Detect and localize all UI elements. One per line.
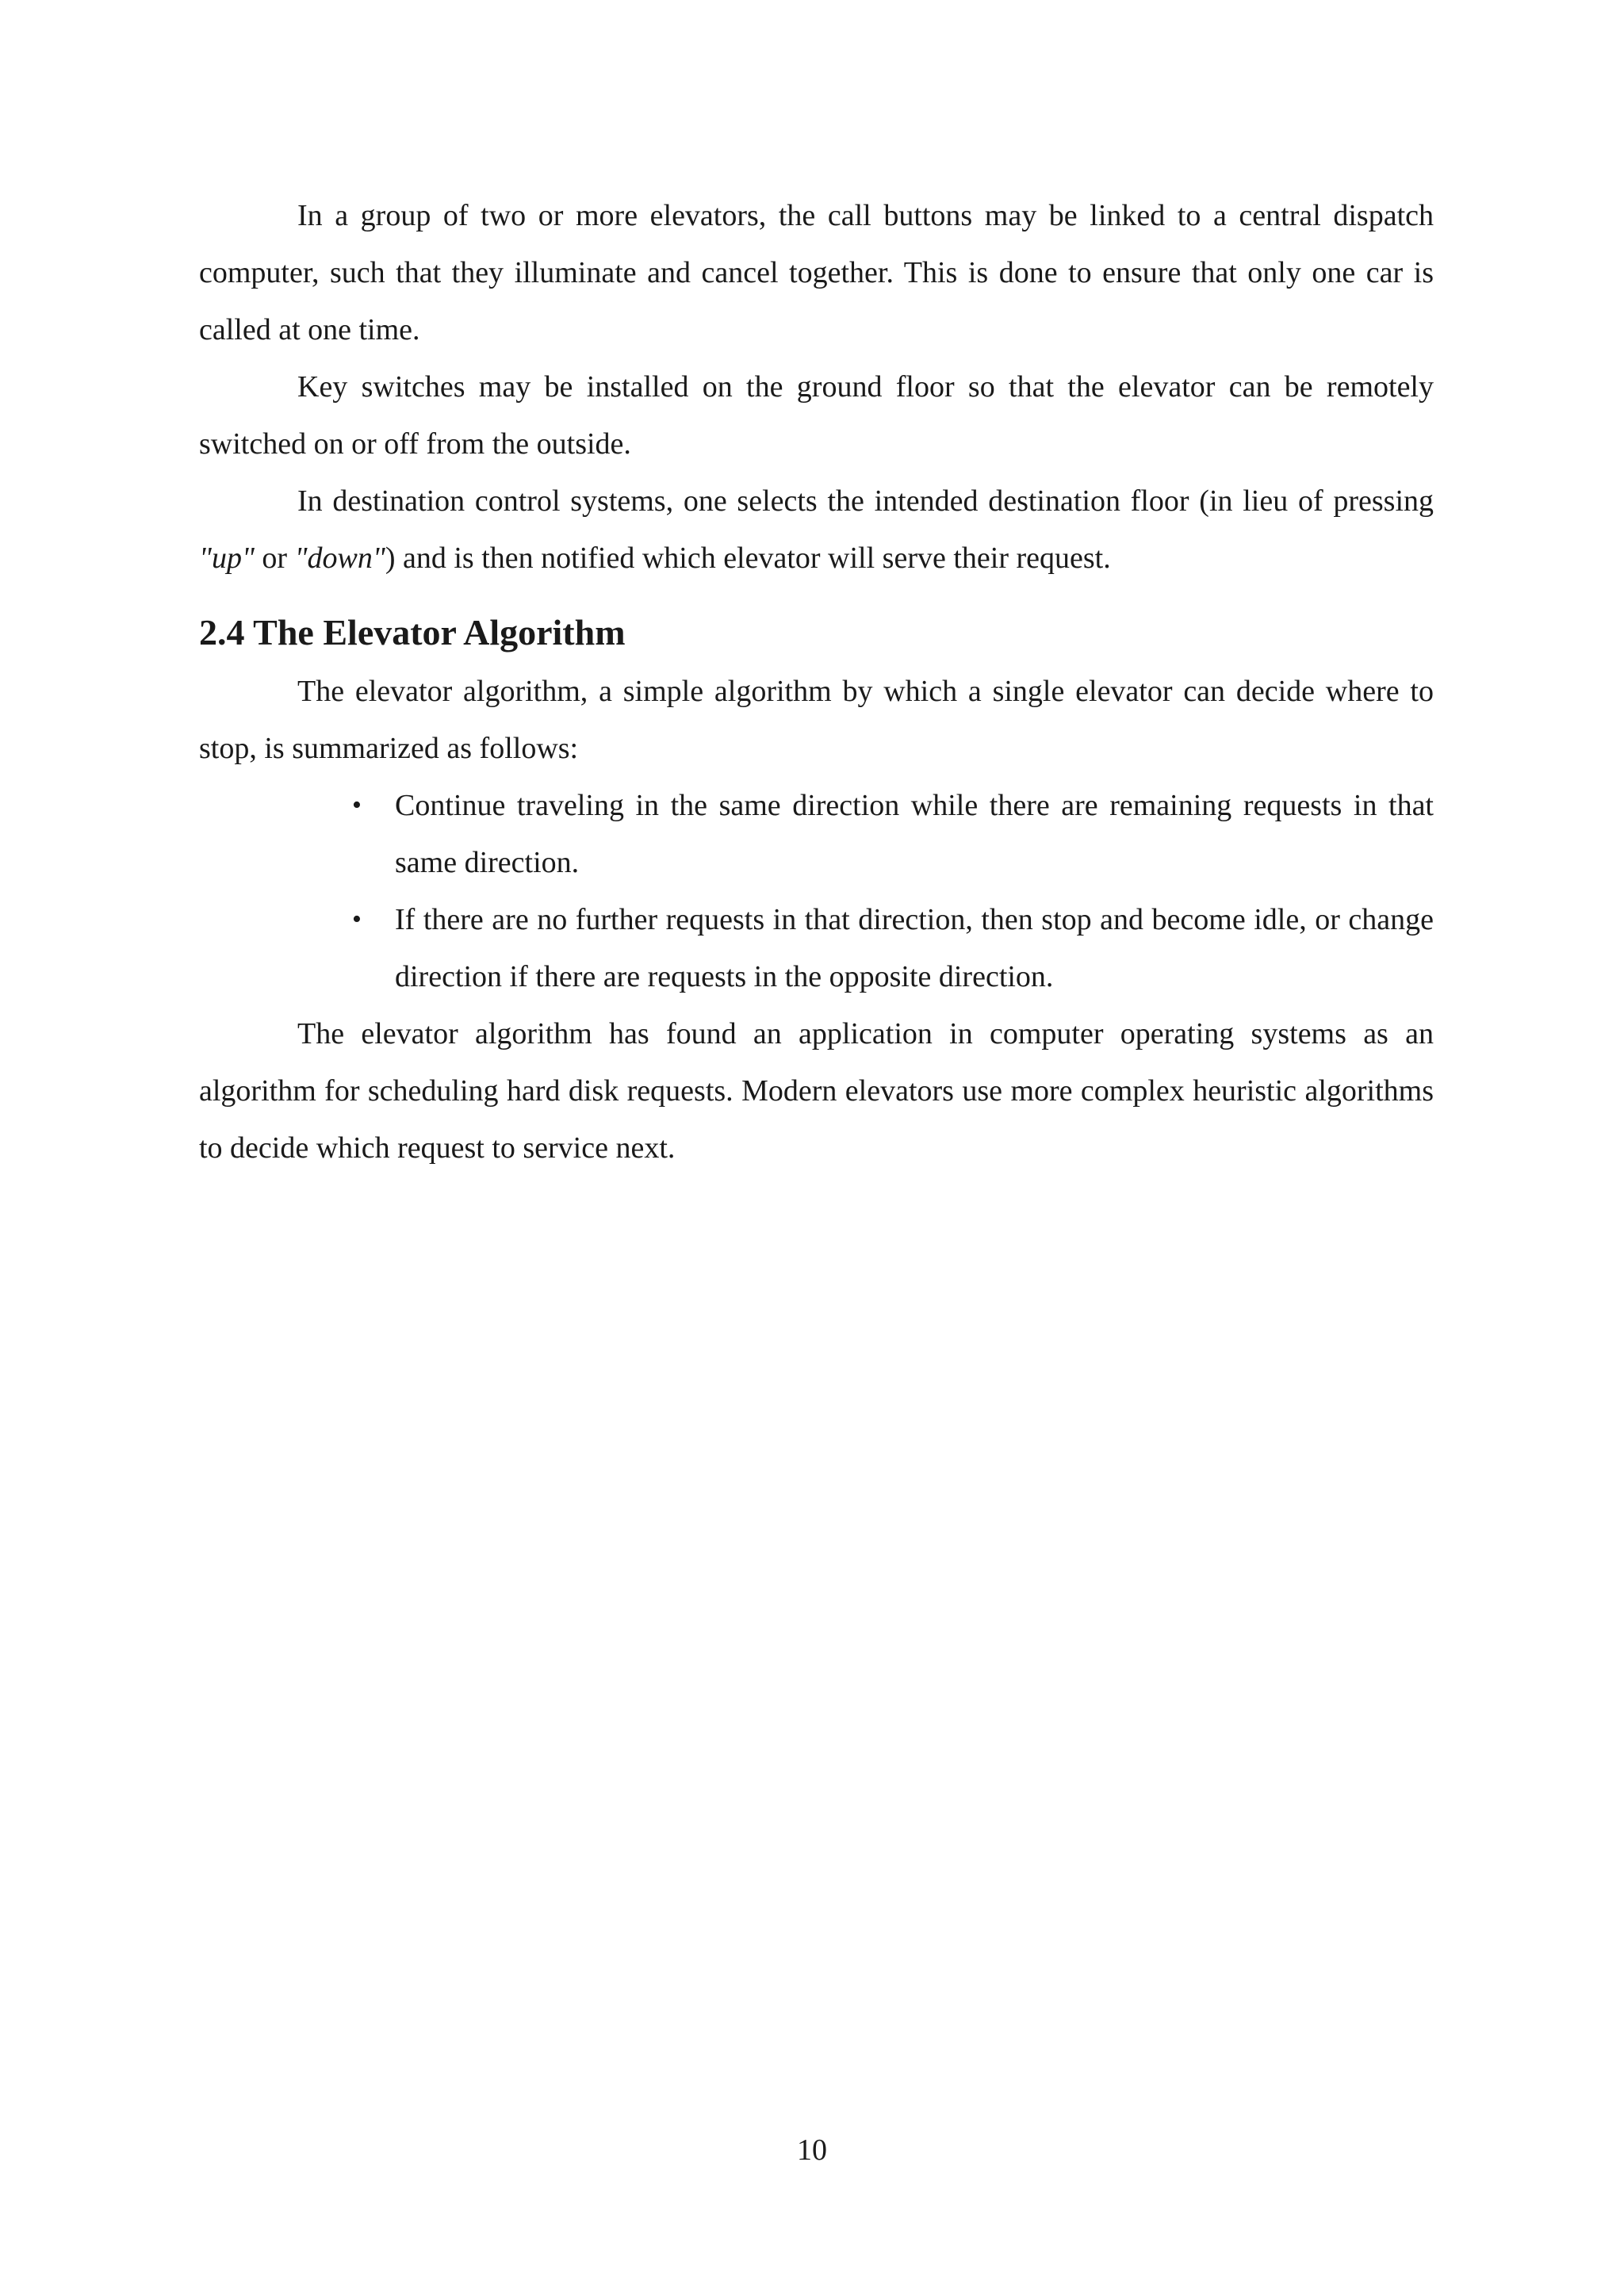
paragraph-algorithm-intro: The elevator algorithm, a simple algorithm by which a single elevator can decide where to stop, is summarized as follows:	[199, 675, 1434, 765]
body-text	[199, 187, 1434, 1177]
bullet-text: If there are no further requests in that direction, then stop and become idle, or change direction if there are requests in the opposite direction.	[395, 903, 1434, 993]
down-quote: "down"	[294, 541, 385, 575]
bullet-icon: •	[352, 790, 362, 820]
paragraph-algorithm-application: The elevator algorithm has found an application in computer operating systems as an algorithm for scheduling hard disk requests. Modern elevators use more complex heuristic algorithms to decide which request to service next.	[199, 1017, 1434, 1165]
bullet-text: Continue traveling in the same direction while there are remaining requests in that same direction.	[395, 789, 1434, 879]
list-item	[352, 891, 1434, 1005]
algorithm-bullet-list	[199, 777, 1434, 1005]
paragraph-key-switches: Key switches may be installed on the ground floor so that the elevator can be remotely switched on or off from the outside.	[199, 370, 1434, 461]
paragraph-destination-text-end: ) and is then notified which elevator will serve their request.	[385, 541, 1111, 575]
bullet-icon: •	[352, 905, 362, 934]
paragraph-call-buttons: In a group of two or more elevators, the call buttons may be linked to a central dispatch computer, such that they illuminate and cancel together. This is done to ensure that only one car is called at one time.	[199, 199, 1434, 346]
paragraph-destination-text-start: In destination control systems, one selects the intended destination floor (in lieu of pressing	[297, 484, 1434, 518]
list-item	[352, 777, 1434, 891]
up-quote: "up"	[199, 541, 255, 575]
paragraph-destination-control	[199, 473, 1434, 587]
page-number: 10	[797, 2133, 827, 2167]
or-text: or	[254, 541, 295, 575]
section-heading: 2.4 The Elevator Algorithm	[199, 612, 626, 652]
